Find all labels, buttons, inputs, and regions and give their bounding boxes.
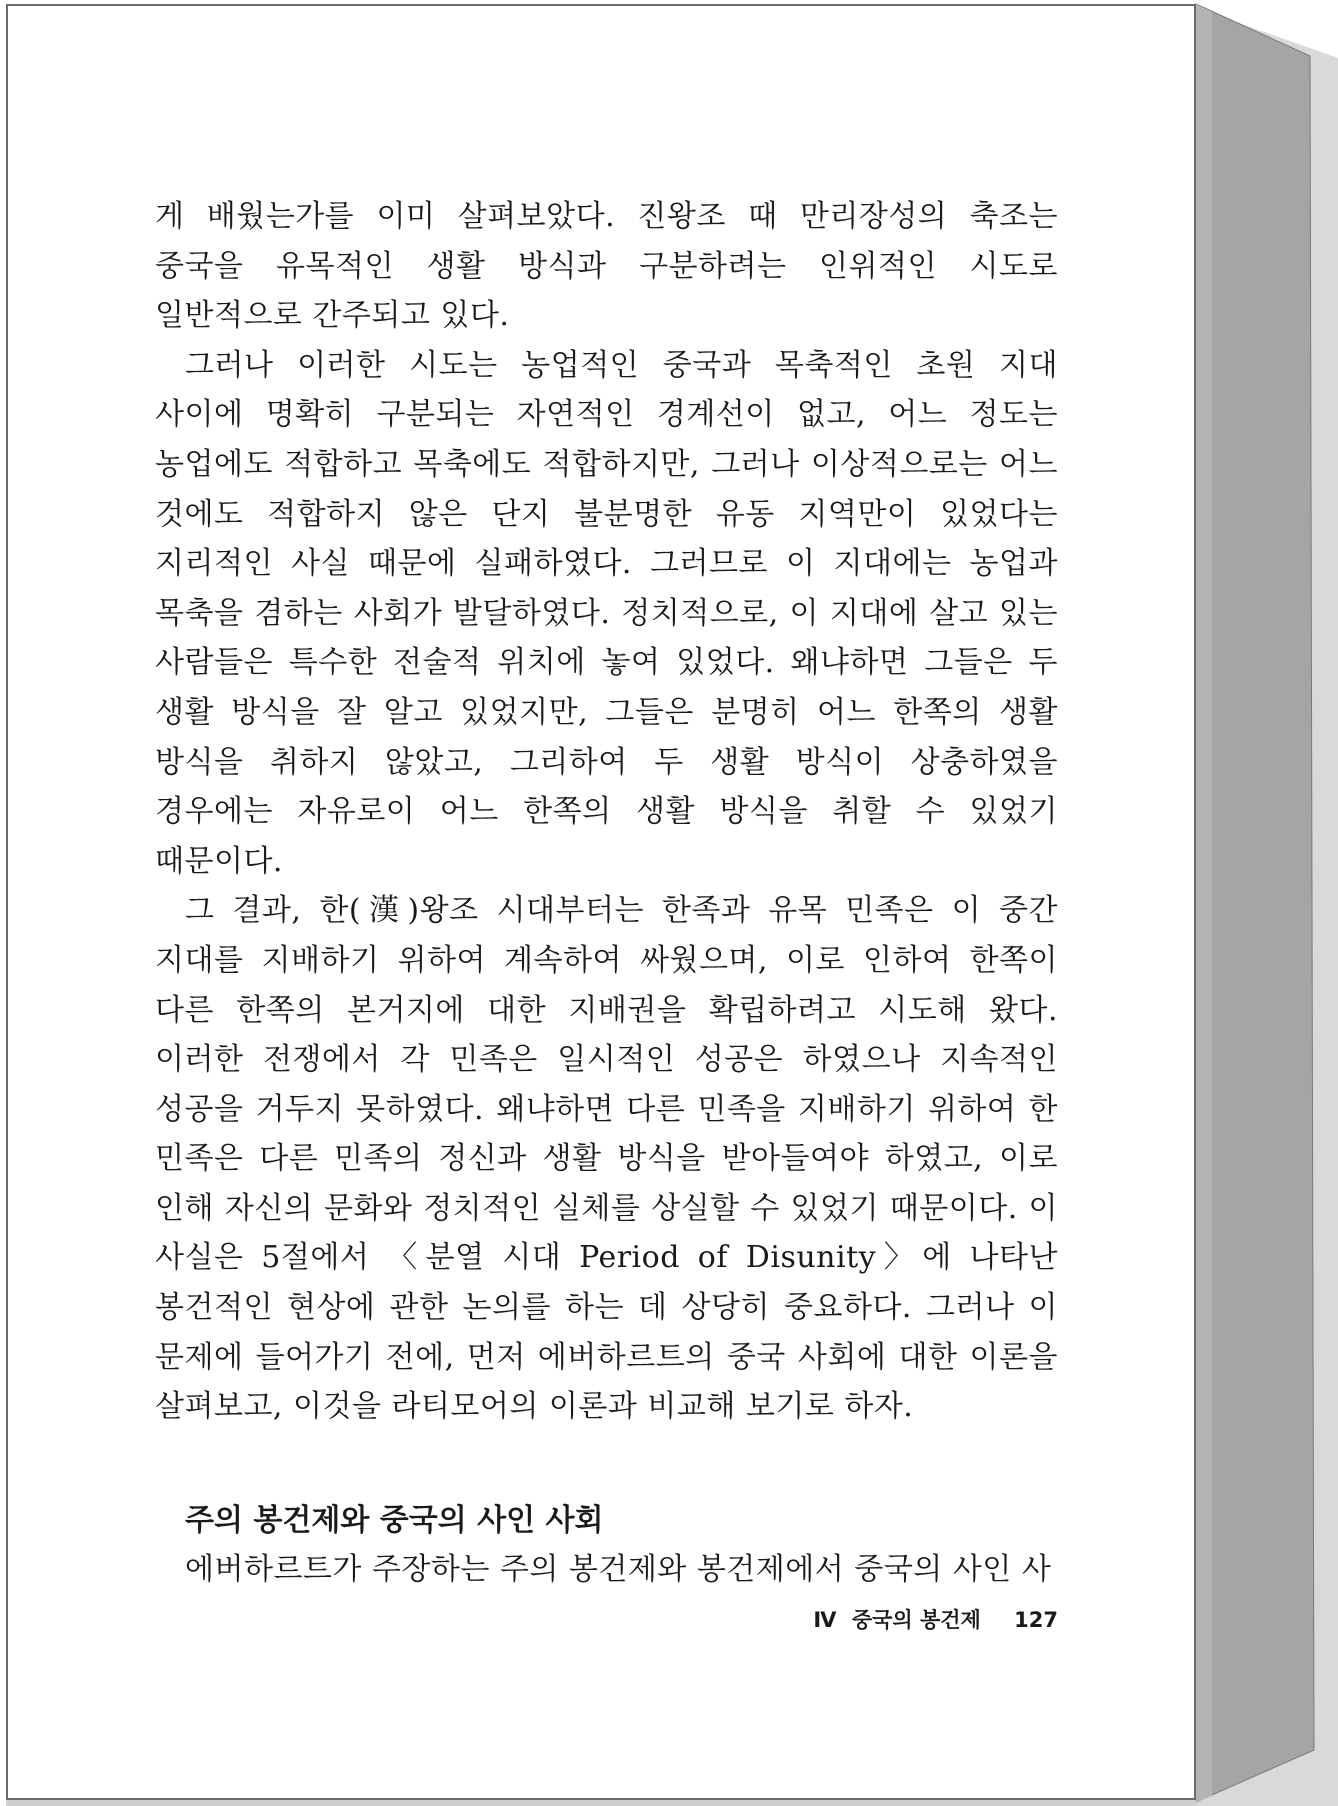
section-heading: 주의 봉건제와 중국의 사인 사회 — [185, 1502, 604, 1538]
running-footer — [155, 1604, 1058, 1634]
paragraph-3: 그 결과, 한(漢)왕조 시대부터는 한족과 유목 민족은 이 중간 지대를 지배하기 위하여 계속하여 싸웠으며, 이로 인하여 한쪽이 다른 한쪽의 본거지에 대한 지배권을 확립하려고 시도해 왔다. 이러한 전쟁에서 각 민족은 일시적인 성공은 하였으나 지속적인 성공을 거두지 못하였다. 왜냐하면 다른 민족을 지배하기 위하여 한 민족은 다른 민족의 정신과 생활 방식을 받아들여야 하였고, 이로 인해 자신의 문화와 정치적인 실체를 상실할 수 있었기 때문이다. 이 사실은 5절에서 〈분열 시대 Period of Disunity〉에 나타난 봉건적인 현상에 관한 논의를 하는 데 상당히 중요하다. 그러나 이 문제에 들어가기 전에, 먼저 에버하르트의 중국 사회에 대한 이론을 살펴보고, 이것을 라티모어의 이론과 비교해 보기로 하자. — [155, 893, 1058, 1425]
chapter-title: 중국의 봉건제 — [851, 1608, 981, 1632]
section-first-line: 에버하르트가 주장하는 주의 봉건제와 봉건제에서 중국의 사인 사 — [185, 1552, 1052, 1588]
chapter-numeral: Ⅳ — [813, 1608, 837, 1632]
page-text-block — [155, 192, 1058, 1595]
paragraph-1: 게 배웠는가를 이미 살펴보았다. 진왕조 때 만리장성의 축조는 중국을 유목적인 생활 방식과 구분하려는 인위적인 시도로 일반적으로 간주되고 있다. — [155, 199, 1058, 334]
page-number: 127 — [1014, 1608, 1058, 1632]
book-side-face — [1196, 4, 1314, 1802]
paragraph-2: 그러나 이러한 시도는 농업적인 중국과 목축적인 초원 지대 사이에 명확히 구분되는 자연적인 경계선이 없고, 어느 정도는 농업에도 적합하고 목축에도 적합하지만, 그러나 이상적으로는 어느 것에도 적합하지 않은 단지 불분명한 유동 지역만이 있었다는 지리적인 사실 때문에 실패하였다. 그러므로 이 지대에는 농업과 목축을 겸하는 사회가 발달하였다. 정치적으로, 이 지대에 살고 있는 사람들은 특수한 전술적 위치에 놓여 있었다. 왜냐하면 그들은 두 생활 방식을 잘 알고 있었지만, 그들은 분명히 어느 한쪽의 생활 방식을 취하지 않았고, 그리하여 두 생활 방식이 상충하였을 경우에는 자유로이 어느 한쪽의 생활 방식을 취할 수 있었기 때문이다. — [155, 347, 1058, 879]
